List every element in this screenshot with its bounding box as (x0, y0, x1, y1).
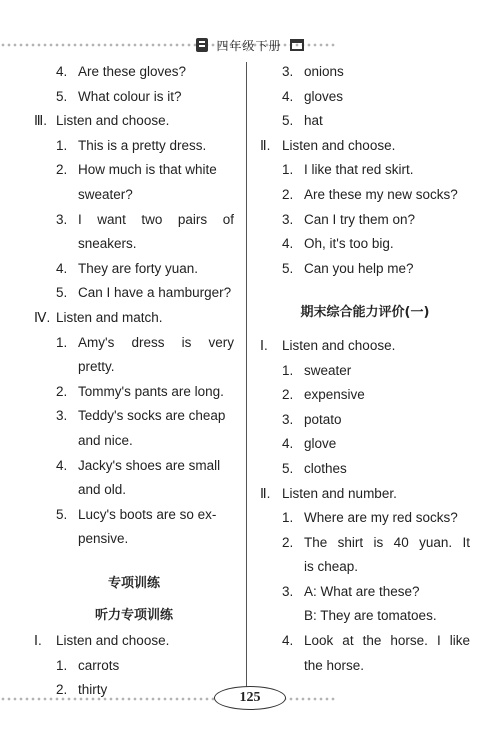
item-number: 2. (282, 534, 294, 550)
dot (110, 44, 113, 47)
list-item (34, 454, 234, 479)
list-item (260, 408, 470, 433)
dot (80, 698, 83, 701)
item-text: gloves (304, 88, 344, 104)
item-text: glove (304, 436, 337, 452)
dot (2, 44, 5, 47)
dot (122, 44, 125, 47)
continuation-line: is cheap. (304, 559, 359, 575)
section-instruction: Listen and choose. (56, 113, 170, 129)
dot (38, 698, 41, 701)
continuation-line: pretty. (78, 359, 115, 375)
book-icon-right (290, 39, 304, 51)
list-item (260, 580, 470, 605)
dot (32, 44, 35, 47)
section-heading: 听力专项训练 (94, 608, 173, 624)
item-text: Where are my red socks? (304, 510, 458, 526)
list-item (260, 208, 470, 233)
item-number: 1. (282, 162, 294, 178)
dot (86, 44, 89, 47)
item-text: Can I have a hamburger? (78, 285, 232, 301)
section-numeral: Ⅰ. (34, 633, 42, 649)
dot (176, 698, 179, 701)
dot (116, 44, 119, 47)
dot (62, 698, 65, 701)
dot (110, 698, 113, 701)
item-number: 2. (56, 682, 68, 698)
item-number: 1. (282, 510, 294, 526)
item-number: 3. (282, 211, 294, 227)
dot (194, 698, 197, 701)
dot (80, 44, 83, 47)
item-number: 5. (56, 285, 68, 301)
list-item (260, 432, 470, 457)
dot (200, 698, 203, 701)
exercise-section (260, 134, 470, 159)
dot (146, 44, 149, 47)
item-number: 4. (282, 436, 294, 452)
spacer (34, 596, 234, 604)
section-numeral: Ⅳ. (34, 309, 51, 325)
continuation-line: and nice. (78, 432, 133, 448)
dot (164, 44, 167, 47)
list-item (260, 629, 470, 654)
item-text: thirty (78, 682, 108, 698)
dot (74, 698, 77, 701)
page-header (170, 34, 330, 56)
dot (290, 698, 293, 701)
dot (14, 44, 17, 47)
dot (332, 44, 335, 47)
item-number: 1. (282, 362, 294, 378)
item-text: Teddy's socks are cheap (78, 408, 226, 424)
item-number: 4. (56, 457, 68, 473)
exercise-section (34, 109, 234, 134)
item-text: hat (304, 113, 323, 129)
dot (62, 44, 65, 47)
item-number: 4. (282, 236, 294, 252)
list-item (260, 109, 470, 134)
dot (296, 698, 299, 701)
continuation-line: the horse. (304, 657, 365, 673)
list-item (260, 531, 470, 556)
list-item (260, 183, 470, 208)
dot (98, 44, 101, 47)
list-item (34, 331, 234, 356)
item-text: Oh, it's too big. (304, 236, 394, 252)
item-number: 4. (56, 260, 68, 276)
list-item (34, 257, 234, 282)
item-number: 5. (56, 506, 68, 522)
item-number: 2. (56, 162, 68, 178)
list-item (34, 85, 234, 110)
item-number: 5. (282, 113, 294, 129)
dot (20, 698, 23, 701)
dot (140, 698, 143, 701)
item-number: 5. (56, 88, 68, 104)
item-number: 2. (282, 387, 294, 403)
dot (8, 44, 11, 47)
dot (20, 44, 23, 47)
dot (170, 698, 173, 701)
continuation-line: pensive. (78, 531, 129, 547)
item-number: 5. (282, 460, 294, 476)
dot (140, 44, 143, 47)
item-text: Can I try them on? (304, 211, 416, 227)
book-icon (196, 38, 208, 52)
dot (122, 698, 125, 701)
continuation-line: sweater? (78, 186, 133, 202)
item-number: 3. (56, 211, 68, 227)
item-text: carrots (78, 657, 120, 673)
item-text: expensive (304, 387, 365, 403)
dot (44, 698, 47, 701)
dot (2, 698, 5, 701)
item-number: 4. (282, 88, 294, 104)
dot (74, 44, 77, 47)
exercise-section (260, 482, 470, 507)
dot (302, 698, 305, 701)
item-text: Look at the horse. I like (304, 633, 470, 649)
dot (182, 698, 185, 701)
item-number: 4. (56, 64, 68, 79)
dot (92, 44, 95, 47)
list-item (34, 380, 234, 405)
dot (314, 698, 317, 701)
item-text: Amy's dress is very (78, 334, 234, 350)
section-instruction: Listen and choose. (282, 137, 396, 153)
list-item (34, 503, 234, 528)
dot (38, 44, 41, 47)
dot (320, 698, 323, 701)
continuation-line: and old. (78, 482, 127, 498)
dot (32, 698, 35, 701)
item-number: 1. (56, 334, 68, 350)
list-item (34, 281, 234, 306)
dot (134, 44, 137, 47)
dot (128, 44, 131, 47)
dot (68, 44, 71, 47)
item-text: Are these gloves? (78, 64, 187, 79)
dot (134, 698, 137, 701)
dot (50, 44, 53, 47)
list-item (260, 383, 470, 408)
dot (14, 698, 17, 701)
list-item (34, 158, 234, 183)
item-text: The shirt is 40 yuan. It (304, 534, 470, 550)
section-numeral: Ⅱ. (260, 137, 271, 153)
list-item (260, 158, 470, 183)
dot (98, 698, 101, 701)
column-divider (246, 62, 247, 690)
item-text: Can you help me? (304, 260, 414, 276)
item-text: How much is that white (78, 162, 217, 178)
dot (188, 698, 191, 701)
dot (152, 44, 155, 47)
item-text: This is a pretty dress. (78, 137, 207, 153)
list-item (260, 60, 470, 85)
item-text: I like that red skirt. (304, 162, 414, 178)
dot (92, 698, 95, 701)
item-text: Tommy's pants are long. (78, 383, 224, 399)
list-item (34, 404, 234, 429)
section-heading: 期末综合能力评价(一) (300, 305, 430, 321)
left-column (34, 60, 234, 703)
item-text: A: What are these? (304, 583, 420, 599)
dot (56, 44, 59, 47)
section-numeral: Ⅲ. (34, 113, 48, 129)
item-number: 2. (56, 383, 68, 399)
page-number: 125 (214, 686, 286, 710)
list-item (34, 134, 234, 159)
item-text: Lucy's boots are so ex- (78, 506, 217, 522)
exercise-section (260, 334, 470, 359)
dot (50, 698, 53, 701)
dot (206, 698, 209, 701)
dot (152, 698, 155, 701)
item-number: 3. (282, 411, 294, 427)
section-instruction: Listen and choose. (56, 633, 170, 649)
item-text: sweater (304, 362, 352, 378)
section-instruction: Listen and match. (56, 309, 163, 325)
list-item (260, 457, 470, 482)
dot (158, 698, 161, 701)
item-number: 3. (282, 64, 294, 79)
list-item (260, 85, 470, 110)
dot (128, 698, 131, 701)
dot (308, 698, 311, 701)
item-text: clothes (304, 460, 347, 476)
dot (116, 698, 119, 701)
dot (56, 698, 59, 701)
item-text: Are these my new socks? (304, 186, 458, 202)
dot (332, 698, 335, 701)
spacer (260, 281, 470, 301)
item-number: 2. (282, 186, 294, 202)
dot (164, 698, 167, 701)
dot (86, 698, 89, 701)
continuation-line: B: They are tomatoes. (304, 608, 437, 624)
right-column (260, 60, 470, 678)
list-item (34, 60, 234, 85)
list-item (260, 257, 470, 282)
section-heading: 专项训练 (107, 575, 160, 591)
section-numeral: Ⅰ. (260, 337, 268, 353)
dot (326, 698, 329, 701)
item-text: potato (304, 411, 342, 427)
section-numeral: Ⅱ. (260, 485, 271, 501)
item-number: 4. (282, 633, 294, 649)
continuation-line: sneakers. (78, 236, 137, 252)
item-text: I want two pairs of (78, 211, 234, 227)
exercise-section (34, 629, 234, 654)
dot (104, 44, 107, 47)
header-title: 四年级下册 (216, 38, 282, 53)
dot (146, 698, 149, 701)
exercise-section (34, 306, 234, 331)
spacer (260, 326, 470, 334)
item-text: onions (304, 64, 344, 79)
item-number: 5. (282, 260, 294, 276)
spacer (34, 552, 234, 572)
dot (44, 44, 47, 47)
list-item (260, 359, 470, 384)
dot (26, 698, 29, 701)
section-instruction: Listen and number. (282, 485, 397, 501)
item-number: 1. (56, 657, 68, 673)
list-item (34, 654, 234, 679)
item-text: They are forty yuan. (78, 260, 199, 276)
list-item (260, 232, 470, 257)
item-text: Jacky's shoes are small (78, 457, 221, 473)
item-number: 3. (282, 583, 294, 599)
list-item (34, 208, 234, 233)
section-instruction: Listen and choose. (282, 337, 396, 353)
dot (104, 698, 107, 701)
item-text: What colour is it? (78, 88, 182, 104)
dot (26, 44, 29, 47)
item-number: 1. (56, 137, 68, 153)
dot (158, 44, 161, 47)
item-number: 3. (56, 408, 68, 424)
list-item (260, 506, 470, 531)
dot (68, 698, 71, 701)
dot (8, 698, 11, 701)
